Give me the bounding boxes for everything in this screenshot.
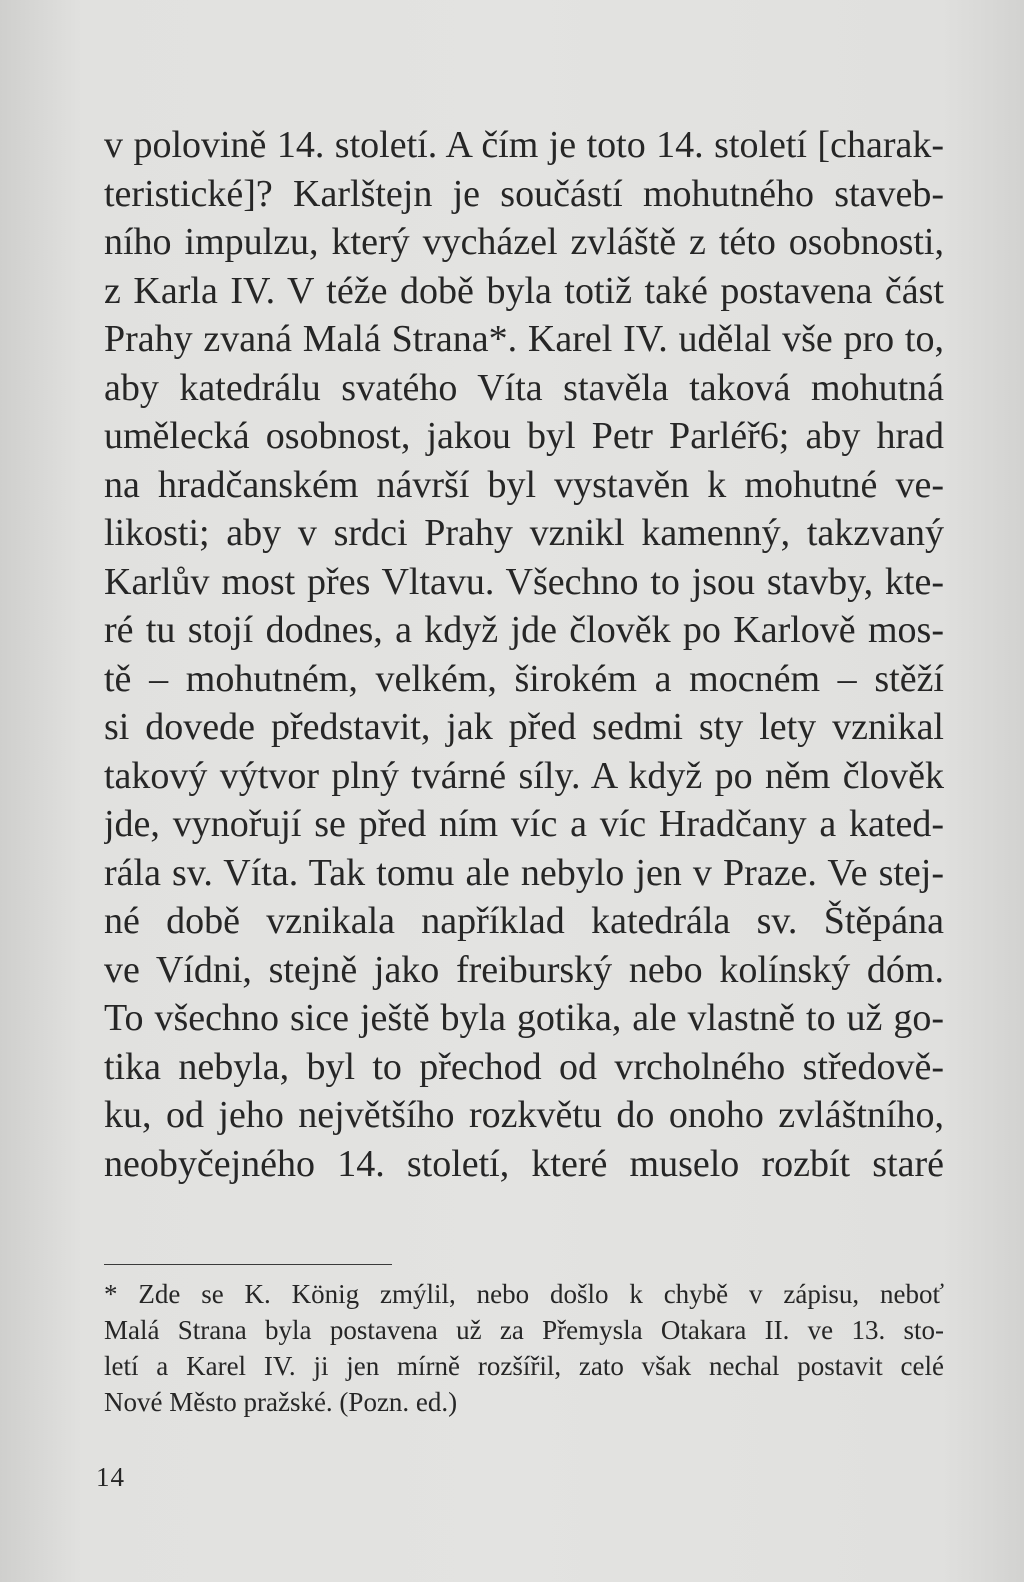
text-line: teristické]? Karlštejn je součástí mohutného staveb- — [104, 172, 944, 215]
text-line: tě – mohutném, velkém, širokém a mocném – stěží — [104, 657, 944, 700]
footnote-line: Nové Město pražské. (Pozn. ed.) — [104, 1387, 458, 1417]
text-line: To všechno sice ještě byla gotika, ale vlastně to už go- — [104, 997, 944, 1039]
footnote-line: * Zde se K. König zmýlil, nebo došlo k chybě v zápisu, neboť — [104, 1279, 944, 1309]
text-line: ve Vídni, stejně jako freiburský nebo kolínský dóm. — [104, 948, 944, 991]
text-line: rála sv. Víta. Tak tomu ale nebylo jen v Praze. Ve stej- — [104, 851, 944, 894]
text-line: tika nebyla, byl to přechod od vrcholného středově- — [104, 1045, 944, 1088]
text-line: Prahy zvaná Malá Strana*. Karel IV. udělal vše pro to, — [104, 318, 944, 360]
text-line: ního impulzu, který vycházel zvláště z této osobnosti, — [104, 221, 944, 263]
main-text — [104, 121, 944, 1188]
footnote-line: Malá Strana byla postavena už za Přemysla Otakara II. ve 13. sto- — [104, 1315, 944, 1345]
text-line: z Karla IV. V téže době byla totiž také postavena část — [104, 269, 944, 312]
text-line: na hradčanském návrší byl vystavěn k mohutné ve- — [104, 463, 944, 506]
text-line: takový výtvor plný tvárné síly. A když po něm člověk — [104, 754, 944, 797]
text-line: ré tu stojí dodnes, a když jde člověk po Karlově mos- — [104, 609, 944, 651]
footnote-divider — [104, 1264, 392, 1265]
text-line: si dovede představit, jak před sedmi sty lety vznikal — [104, 706, 944, 748]
text-line: jde, vynořují se před ním víc a víc Hradčany a kated- — [104, 803, 944, 845]
text-line: v polovině 14. století. A čím je toto 14. století [charak- — [104, 124, 944, 166]
text-line: umělecká osobnost, jakou byl Petr Parléř6; aby hrad — [104, 415, 944, 457]
text-line: Karlův most přes Vltavu. Všechno to jsou stavby, kte- — [104, 560, 944, 603]
footnote — [104, 1276, 944, 1420]
text-line: né době vznikala například katedrála sv. Štěpána — [104, 900, 944, 942]
text-line: neobyčejného 14. století, které muselo rozbít staré — [104, 1142, 944, 1185]
text-line: aby katedrálu svatého Víta stavěla taková mohutná — [104, 366, 944, 409]
footnote-line: letí a Karel IV. ji jen mírně rozšířil, zato však nechal postavit celé — [104, 1351, 944, 1381]
text-line: ku, od jeho největšího rozkvětu do onoho zvláštního, — [104, 1094, 944, 1136]
page-number: 14 — [96, 1462, 125, 1492]
text-line: likosti; aby v srdci Prahy vznikl kamenný, takzvaný — [104, 512, 944, 554]
